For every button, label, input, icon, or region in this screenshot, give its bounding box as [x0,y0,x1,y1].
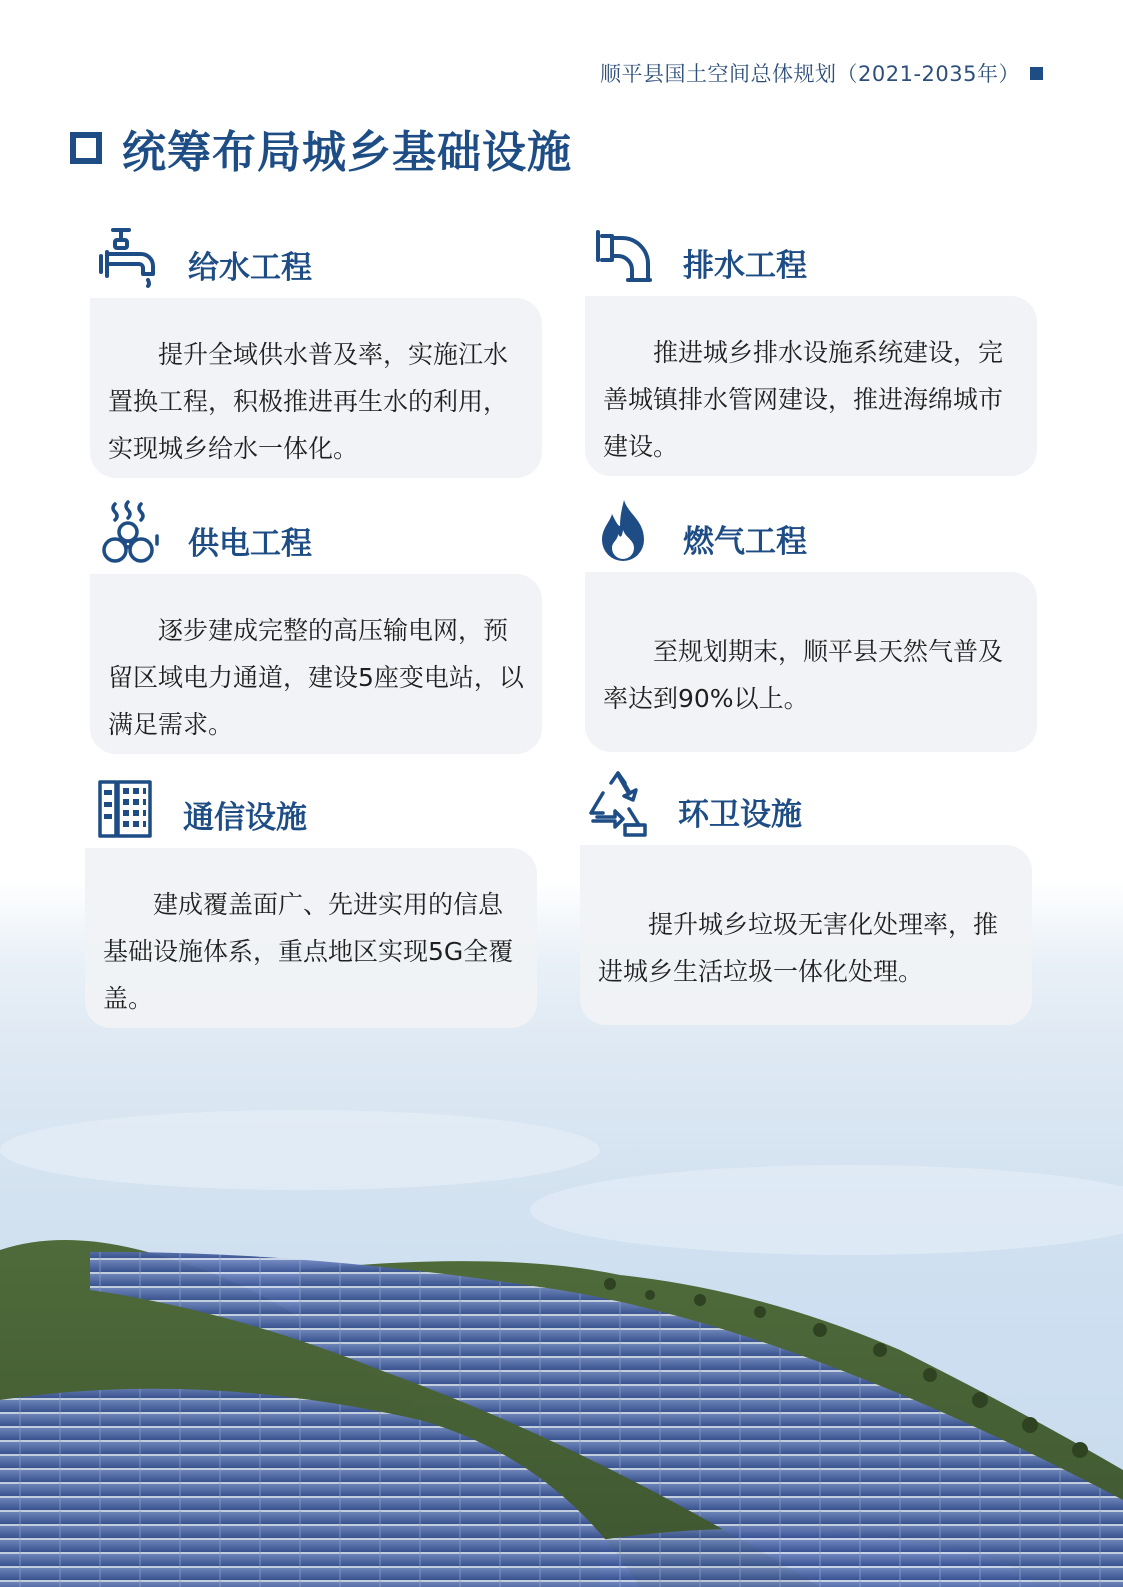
item-title: 燃气工程 [683,523,807,560]
section-title [70,116,572,180]
item-title: 供电工程 [188,525,312,562]
item-card [90,574,542,754]
running-head-text: 顺平县国土空间总体规划（2021-2035年） [600,62,1020,86]
flame-icon [585,493,661,569]
drain-pipe-icon [585,217,661,293]
item-text: 推进城乡排水设施系统建设，完善城镇排水管网建设，推进海绵城市建设。 [603,337,1004,461]
building-icon [85,769,161,845]
item-title: 排水工程 [683,247,807,284]
item-drainage [585,214,1037,476]
item-card [580,845,1032,1025]
item-card [585,296,1037,476]
item-card [85,848,537,1028]
item-sanitation [580,763,1032,1025]
item-card [585,572,1037,752]
item-card [90,298,542,478]
recycle-icon [580,766,656,842]
item-text: 提升城乡垃圾无害化处理率，推进城乡生活垃圾一体化处理。 [598,910,999,986]
item-text: 逐步建成完整的高压输电网，预留区域电力通道，建设5座变电站，以满足需求。 [108,615,524,739]
faucet-icon [90,219,166,295]
page-title: 统筹布局城乡基础设施 [122,127,572,178]
hollow-square-icon [70,132,102,164]
item-title: 给水工程 [188,249,312,286]
item-title: 环卫设施 [678,796,802,833]
item-water-supply [90,216,542,478]
item-text: 建成覆盖面广、先进实用的信息基础设施体系，重点地区实现5G全覆盖。 [103,889,514,1013]
item-text: 至规划期末，顺平县天然气普及率达到90%以上。 [603,637,1004,713]
item-telecom [85,766,537,1028]
item-text: 提升全域供水普及率，实施江水置换工程，积极推进再生水的利用，实现城乡给水一体化。 [108,339,509,463]
running-head [600,58,1043,88]
item-gas [585,490,1037,752]
item-power-supply [90,492,542,754]
item-title: 通信设施 [183,799,307,836]
square-marker-icon [1030,67,1043,80]
power-icon [90,495,166,571]
